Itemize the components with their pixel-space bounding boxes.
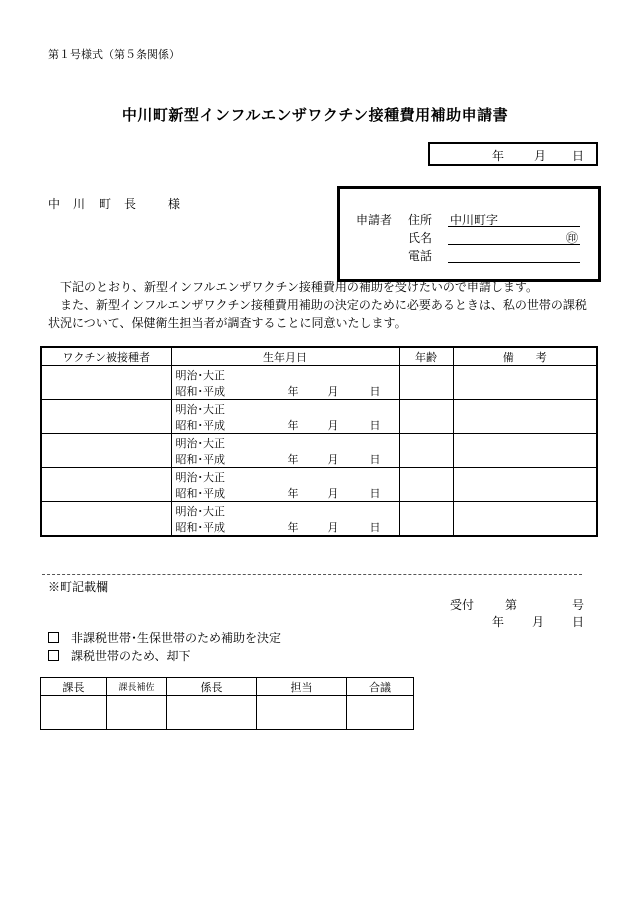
month-label: 月 [327,487,339,500]
addressee-char: 川 [73,197,86,211]
seal-mark: ㊞ [566,231,579,245]
receipt-dai-label: 第 [505,598,518,612]
address-value: 中川町字 [450,213,499,227]
birthdate-cell[interactable] [171,366,399,400]
era-option-showa-heisei: 昭和･平成 [175,521,225,534]
age-cell[interactable] [399,468,453,502]
era-option-showa-heisei: 昭和･平成 [175,385,225,398]
table-row [41,366,597,400]
birthdate-cell[interactable] [171,434,399,468]
addressee-char: 様 [168,197,181,211]
era-option-meiji-taisho: 明治･大正 [175,471,225,484]
month-label: 月 [327,521,339,534]
stamp-cell[interactable] [347,696,414,730]
stamp-header-row [41,678,414,696]
addressee-char: 中 [48,197,61,211]
day-label: 日 [369,385,381,398]
table-row [41,502,597,537]
table-header-row [41,347,597,366]
birthdate-cell[interactable] [171,400,399,434]
stamp-cell[interactable] [41,696,107,730]
remarks-cell[interactable] [453,400,597,434]
date-month-label: 月 [534,149,547,163]
era-option-meiji-taisho: 明治･大正 [175,403,225,416]
age-cell[interactable] [399,502,453,537]
remarks-cell[interactable] [453,502,597,537]
stamp-cell[interactable] [167,696,257,730]
checkbox-approve[interactable] [48,632,59,643]
addressee-char: 長 [124,197,137,211]
option-reject [48,647,191,664]
stamp-header-consultation: 合議 [347,678,414,696]
year-label: 年 [287,521,299,534]
office-day-label: 日 [572,615,585,629]
vaccinee-name-cell[interactable] [41,468,171,502]
birthdate-cell[interactable] [171,502,399,537]
option-reject-label: 課税世帯のため、却下 [71,649,191,663]
applicant-box [337,186,601,282]
receipt-go-label: 号 [572,598,585,612]
era-option-meiji-taisho: 明治･大正 [175,505,225,518]
address-line[interactable] [448,226,580,227]
year-label: 年 [287,487,299,500]
vaccinee-table [40,346,598,537]
age-cell[interactable] [399,400,453,434]
stamp-header-staff: 担当 [257,678,347,696]
option-approve-label: 非課税世帯･生保世帯のため補助を決定 [71,631,282,645]
year-label: 年 [287,419,299,432]
office-year-label: 年 [492,615,505,629]
era-option-showa-heisei: 昭和･平成 [175,453,225,466]
stamp-cell[interactable] [107,696,167,730]
date-day-label: 日 [572,149,585,163]
birthdate-cell[interactable] [171,468,399,502]
phone-line[interactable] [448,262,580,263]
option-approve [48,629,281,646]
age-cell[interactable] [399,366,453,400]
name-label: 氏名 [408,231,433,245]
paragraph-2: また、新型インフルエンザワクチン接種費用補助の決定のために必要あるときは、私の世帯の課税状況について、保健衛生担当者が調査することに同意いたします。 [48,298,587,330]
age-cell[interactable] [399,434,453,468]
addressee-char: 町 [99,197,112,211]
stamp-header-section-chief: 課長 [41,678,107,696]
date-year-label: 年 [492,149,505,163]
table-row [41,468,597,502]
form-number: 第１号様式（第５条関係） [48,48,180,61]
day-label: 日 [369,453,381,466]
header-vaccinee: ワクチン被接種者 [41,347,171,366]
stamp-cell[interactable] [257,696,347,730]
era-option-showa-heisei: 昭和･平成 [175,487,225,500]
header-birthdate: 生年月日 [171,347,399,366]
year-label: 年 [287,385,299,398]
stamp-row [41,696,414,730]
stamp-header-subsection-chief: 係長 [167,678,257,696]
stamp-header-assistant-chief: 課長補佐 [107,678,167,696]
page-title: 中川町新型インフルエンザワクチン接種費用補助申請書 [121,106,509,124]
remarks-cell[interactable] [453,434,597,468]
remarks-cell[interactable] [453,366,597,400]
checkbox-reject[interactable] [48,650,59,661]
vaccinee-name-cell[interactable] [41,366,171,400]
table-row [41,400,597,434]
name-line[interactable] [448,244,580,245]
cut-line-divider [42,574,582,575]
vaccinee-name-cell[interactable] [41,502,171,537]
era-option-meiji-taisho: 明治･大正 [175,369,225,382]
header-age: 年齢 [399,347,453,366]
office-month-label: 月 [532,615,545,629]
year-label: 年 [287,453,299,466]
receipt-label: 受付 [450,598,475,612]
remarks-cell[interactable] [453,468,597,502]
day-label: 日 [369,419,381,432]
vaccinee-name-cell[interactable] [41,400,171,434]
table-row [41,434,597,468]
paragraph-1: 下記のとおり、新型インフルエンザワクチン接種費用の補助を受けたいので申請します。 [60,280,538,294]
application-date-box [428,142,598,166]
day-label: 日 [369,487,381,500]
address-label: 住所 [408,213,433,227]
day-label: 日 [369,521,381,534]
vaccinee-name-cell[interactable] [41,434,171,468]
phone-label: 電話 [408,249,433,263]
era-option-showa-heisei: 昭和･平成 [175,419,225,432]
header-remarks: 備 考 [453,347,597,366]
month-label: 月 [327,419,339,432]
applicant-label: 申請者 [356,213,393,227]
office-use-heading: ※町記載欄 [48,580,109,594]
approval-stamp-table [40,677,414,730]
month-label: 月 [327,453,339,466]
era-option-meiji-taisho: 明治･大正 [175,437,225,450]
month-label: 月 [327,385,339,398]
